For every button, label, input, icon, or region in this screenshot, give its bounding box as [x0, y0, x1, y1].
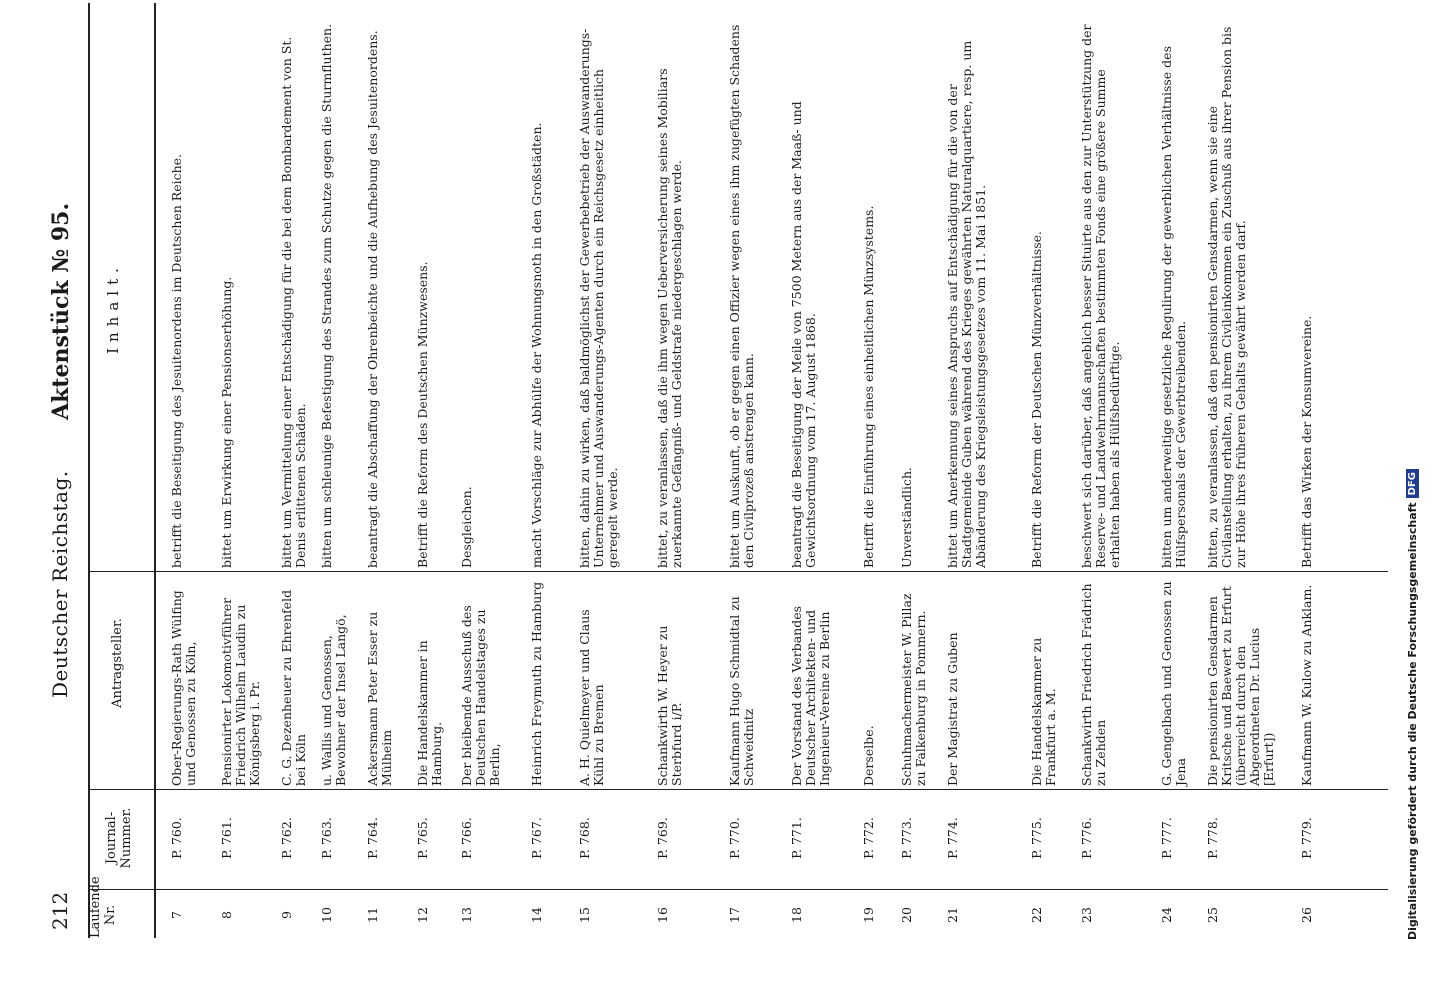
- content: betrifft die Beseitigung des Jesuitenordens im Deutschen Reiche.: [169, 153, 184, 568]
- content: Unverständlich.: [899, 467, 914, 568]
- journal-number: P. 763.: [319, 817, 334, 859]
- journal-number: P. 770.: [727, 817, 742, 859]
- journal-number: P. 774.: [945, 817, 960, 859]
- petitioner: Der bleibende Ausschuß des Deutschen Handelstages zu Berlin,: [459, 605, 502, 786]
- content: beantragt die Abschaffung der Ohrenbeichte und die Aufhebung des Jesuitenordens.: [365, 30, 380, 568]
- journal-number: P. 776.: [1079, 817, 1094, 859]
- journal-number: P. 762.: [279, 817, 294, 859]
- petitioner: Der Vorstand des Verbandes Deutscher Architekten- und Ingenieur-Vereine zu Berlin: [789, 605, 832, 786]
- content: bittet um Anerkennung seines Anspruchs auf Entschädigung für die von der Stadtgemeinde Guben während des Krieges gewährten Naturalquartiere, resp. um Abänderung des Kriegsleistungsgesetzes vom 11. Mai 1851.: [945, 40, 988, 568]
- table-header: [88, 18, 154, 938]
- content: bittet um Auskunft, ob er gegen einen Offizier wegen eines ihm zugefügten Schadens den Civilprozeß anstrengen kann.: [727, 24, 756, 568]
- content: Betrifft die Reform des Deutschen Münzwesens.: [415, 261, 430, 568]
- row-number: 9: [279, 911, 294, 919]
- column-header-antragsteller: Antragsteller.: [110, 618, 125, 708]
- content: bitten um schleunige Befestigung des Strandes zum Schutze gegen die Sturmfluthen.: [319, 23, 334, 568]
- row-number: 26: [1299, 907, 1314, 923]
- petitioner: C. G. Dezenheuer zu Ehrenfeld bei Köln: [279, 589, 308, 786]
- row-number: 22: [1029, 907, 1044, 923]
- content: bitten, zu veranlassen, daß den pensionirten Gensdarmen, wenn sie eine Civilanstellung erhalten, zu ihrem Civileinkommen ein Zuschuß aus ihrer Pension bis zur Höhe ihres früheren Gehalts gewährt werden darf.: [1205, 26, 1248, 568]
- petitioner: Die Handelskammer zu Frankfurt a. M.: [1029, 637, 1058, 786]
- journal-number: P. 765.: [415, 817, 430, 859]
- row-number: 19: [861, 907, 876, 923]
- journal-number: P. 775.: [1029, 817, 1044, 859]
- page-number: 212: [48, 891, 72, 930]
- row-number: 15: [577, 907, 592, 923]
- petitioner: Ober-Regierungs-Rath Wülfing und Genossen zu Köln,: [169, 590, 198, 786]
- petitioner: A. H. Quielmeyer und Claus Kühl zu Bremen: [577, 609, 606, 786]
- content: macht Vorschläge zur Abhülfe der Wohnungsnoth in den Großstädten.: [529, 122, 544, 568]
- page-title: Deutscher Reichstag.: [48, 470, 72, 698]
- row-number: 23: [1079, 907, 1094, 923]
- content: Betrifft die Reform der Deutschen Münzverhältnisse.: [1029, 230, 1044, 568]
- content: bitten um anderweitige gesetzliche Regulirung der gewerblichen Verhältnisse des Hülfspersonals der Gewerbtreibenden.: [1159, 46, 1188, 568]
- column-divider: [88, 571, 1388, 572]
- row-number: 12: [415, 907, 430, 923]
- journal-number: P. 767.: [529, 817, 544, 859]
- row-number: 25: [1205, 907, 1220, 923]
- journal-number: P. 779.: [1299, 817, 1314, 859]
- digitization-credit: [1406, 469, 1419, 940]
- content: bittet um Erwirkung einer Pensionserhöhung.: [219, 276, 234, 568]
- content: Betrifft das Wirken der Konsumvereine.: [1299, 315, 1314, 568]
- row-number: 8: [219, 911, 234, 919]
- petitioner: Der Magistrat zu Guben: [945, 632, 960, 786]
- journal-number: P. 778.: [1205, 817, 1220, 859]
- content: Desgleichen.: [459, 486, 474, 568]
- column-divider: [88, 889, 1388, 890]
- dfg-logo: DFG: [1406, 469, 1419, 498]
- petitioner: Kaufmann Hugo Schmidtal zu Schweidnitz: [727, 596, 756, 786]
- row-number: 18: [789, 907, 804, 923]
- petitioner: Pensionirter Lokomotivführer Friedrich Wilhelm Laudin zu Königsberg i. Pr.: [219, 597, 262, 786]
- row-number: 24: [1159, 907, 1174, 923]
- journal-number: P. 761.: [219, 817, 234, 859]
- document-number: Aktenstück № 95.: [48, 202, 74, 420]
- content: bittet um Vermittelung einer Entschädigung für die bei dem Bombardement von St. Denis erlittenen Schäden.: [279, 36, 308, 568]
- column-header-inhalt: Inhalt.: [104, 262, 122, 354]
- row-number: 7: [169, 911, 184, 919]
- petitioner: Schankwirth W. Heyer zu Sterbfurd i/P.: [655, 625, 684, 786]
- petitioner: u. Wallis und Genossen, Bewohner der Insel Langö,: [319, 614, 348, 786]
- content: Betrifft die Einführung eines einheitlichen Münzsystems.: [861, 205, 876, 568]
- journal-number: P. 771.: [789, 817, 804, 859]
- row-number: 20: [899, 907, 914, 923]
- petitioner: Kaufmann W. Kulow zu Anklam.: [1299, 584, 1314, 786]
- journal-number: P. 777.: [1159, 817, 1174, 859]
- row-number: 21: [945, 907, 960, 923]
- row-number: 17: [727, 907, 742, 923]
- journal-number: P. 764.: [365, 817, 380, 859]
- petitioner: Heinrich Freymuth zu Hamburg: [529, 581, 544, 786]
- column-header-journal: Journal-Nummer.: [104, 807, 134, 869]
- content: bittet, zu veranlassen, daß die ihm wegen Ueberversicherung seines Mobiliars zuerkannte Gefängniß- und Geldstrafe niedergeschlagen werde.: [655, 68, 684, 568]
- header-bottom-rule: [154, 3, 156, 938]
- content: bitten, dahin zu wirken, daß baldmöglichst der Gewerbebetrieb der Auswanderungs-Unternehmer und Auswanderungs-Agenten durch ein Reichsgesetz einheitlich geregelt werde.: [577, 28, 620, 568]
- petitioner: Die pensionirten Gensdarmen Kritsche und Baewert zu Erfurt (überreicht durch den Abgeordneten Dr. Lucius [Erfurt]): [1205, 586, 1276, 786]
- journal-number: P. 760.: [169, 817, 184, 859]
- row-number: 13: [459, 907, 474, 923]
- journal-number: P. 769.: [655, 817, 670, 859]
- petitioner: G. Gengelbach und Genossen zu Jena: [1159, 581, 1188, 786]
- journal-number: P. 766.: [459, 817, 474, 859]
- petitioner: Derselbe.: [861, 725, 876, 786]
- column-header-nr: Laufende Nr.: [88, 876, 118, 938]
- credit-text: Digitalisierung gefördert durch die Deutsche Forschungsgemeinschaft: [1406, 502, 1419, 940]
- row-number: 10: [319, 907, 334, 923]
- journal-number: P. 772.: [861, 817, 876, 859]
- journal-number: P. 773.: [899, 817, 914, 859]
- journal-number: P. 768.: [577, 817, 592, 859]
- content: beschwert sich darüber, daß angeblich besser Situirte aus den zur Unterstützung der Reserve- und Landwehrmannschaften bestimmten Fonds eine größere Summe erhalten haben als Hülfsbedürftige.: [1079, 24, 1122, 568]
- petitioner: Die Handelskammer in Hamburg.: [415, 640, 444, 786]
- petitioner: Ackersmann Peter Esser zu Mülheim: [365, 611, 394, 786]
- content: beantragt die Beseitigung der Meile von 7500 Metern aus der Maaß- und Gewichtsordnung vom 17. August 1868.: [789, 101, 818, 568]
- petitioner: Schankwirth Friedrich Frädrich zu Zehden: [1079, 583, 1108, 786]
- petitioner: Schuhmachermeister W. Pillaz zu Falkenburg in Pommern.: [899, 593, 928, 786]
- row-number: 16: [655, 907, 670, 923]
- row-number: 11: [365, 907, 380, 923]
- row-number: 14: [529, 907, 544, 923]
